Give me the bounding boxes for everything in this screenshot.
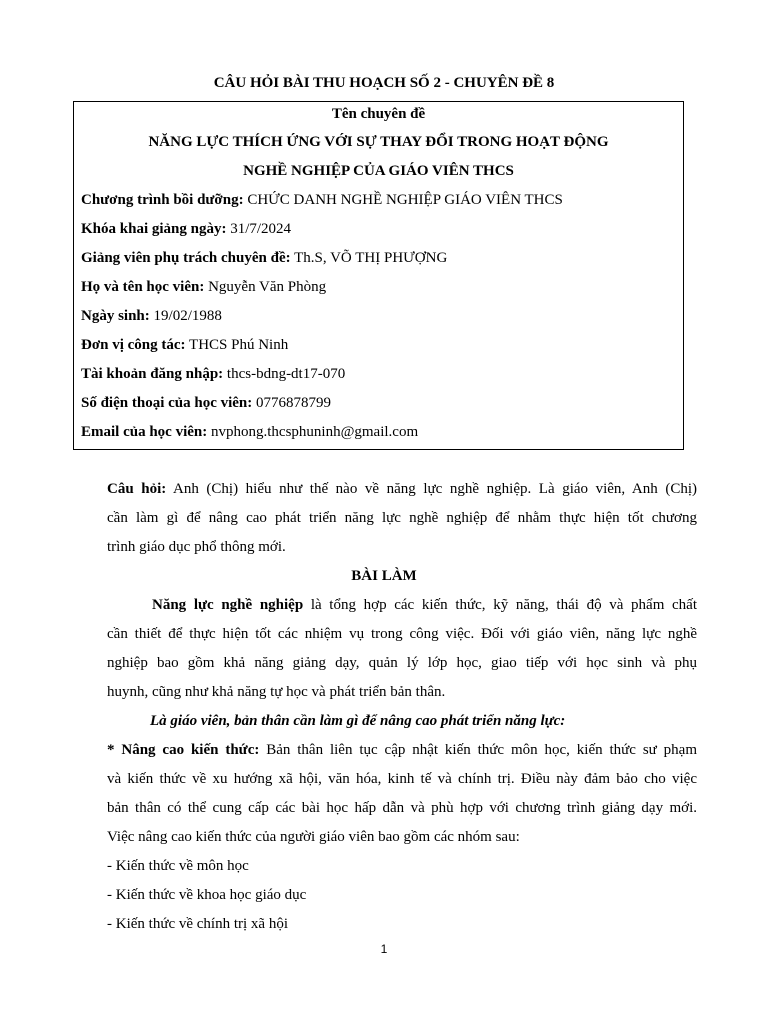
field-label: Tài khoản đăng nhập:: [81, 366, 224, 382]
para2-bold: * Nâng cao kiến thức:: [107, 742, 260, 758]
field-account: [81, 363, 345, 385]
para2-line-2: và kiến thức về xu hướng xã hội, văn hóa, kinh tế và chính trị. Điều này đảm bảo cho việc: [107, 771, 697, 787]
para2-line-1: [107, 739, 697, 761]
field-label: Khóa khai giảng ngày:: [81, 221, 227, 237]
field-lecturer: [81, 247, 447, 269]
list-item: - Kiến thức về môn học: [107, 858, 249, 874]
topic-heading: Tên chuyên đề: [331, 106, 426, 122]
field-workplace: [81, 334, 288, 356]
topic-line-2: NGHỀ NGHIỆP CỦA GIÁO VIÊN THCS: [243, 163, 514, 179]
list-item: - Kiến thức về chính trị xã hội: [107, 916, 288, 932]
field-label: Chương trình bồi dưỡng:: [81, 192, 244, 208]
list-item: - Kiến thức về khoa học giáo dục: [107, 887, 307, 903]
para2-line-3: bản thân có thể cung cấp các bài học hấp dẫn và phù hợp với chương trình giảng dạy mới.: [107, 800, 697, 816]
page-number: 1: [380, 942, 388, 956]
field-label: Ngày sinh:: [81, 308, 150, 324]
subheading: Là giáo viên, bản thân cần làm gì để nâng cao phát triển năng lực:: [150, 713, 566, 729]
field-program: [81, 189, 563, 211]
field-label: Email của học viên:: [81, 424, 208, 440]
field-value: Th.S, VÕ THỊ PHƯỢNG: [290, 250, 448, 266]
field-value: 31/7/2024: [226, 221, 292, 237]
field-email: [81, 421, 418, 443]
para1-line-1: [152, 594, 697, 616]
document-title: CÂU HỎI BÀI THU HOẠCH SỐ 2 - CHUYÊN ĐỀ 8: [213, 75, 555, 91]
field-label: Giảng viên phụ trách chuyên đề:: [81, 250, 291, 266]
field-value: CHỨC DANH NGHỀ NGHIỆP GIÁO VIÊN THCS: [243, 192, 563, 208]
para1-bold: Năng lực nghề nghiệp: [152, 597, 304, 613]
field-birthdate: [81, 305, 222, 327]
para1-line-2: cần thiết để thực hiện tốt các nhiệm vụ trong công việc. Đối với giáo viên, năng lực nghề: [107, 626, 697, 642]
field-label: Số điện thoại của học viên:: [81, 395, 253, 411]
para1-line-3: nghiệp bao gồm khả năng giảng dạy, quản lý lớp học, giao tiếp với học sinh và phụ: [107, 655, 697, 671]
question-line-1: [107, 478, 697, 500]
para2-text: Bản thân liên tục cập nhật kiến thức môn học, kiến thức sư phạm: [259, 742, 697, 758]
field-value: THCS Phú Ninh: [185, 337, 289, 353]
field-value: Nguyễn Văn Phòng: [204, 279, 327, 295]
field-phone: [81, 392, 331, 414]
info-box: [73, 101, 684, 450]
question-label: Câu hỏi:: [107, 481, 167, 497]
field-value: 19/02/1988: [149, 308, 222, 324]
topic-line-1: NĂNG LỰC THÍCH ỨNG VỚI SỰ THAY ĐỔI TRONG HOẠT ĐỘNG: [148, 134, 609, 150]
answer-heading: BÀI LÀM: [351, 568, 417, 584]
para1-line-4: huynh, cũng như khả năng tự học và phát triển bản thân.: [107, 684, 446, 700]
field-label: Đơn vị công tác:: [81, 337, 186, 353]
field-student-name: [81, 276, 326, 298]
field-value: thcs-bdng-dt17-070: [223, 366, 346, 382]
para1-text: là tổng hợp các kiến thức, kỹ năng, thái độ và phẩm chất: [303, 597, 697, 613]
question-text: Anh (Chị) hiểu như thế nào về năng lực nghề nghiệp. Là giáo viên, Anh (Chị): [166, 481, 697, 497]
question-line-3: trình giáo dục phổ thông mới.: [107, 539, 286, 555]
field-value: nvphong.thcsphuninh@gmail.com: [207, 424, 419, 440]
field-label: Họ và tên học viên:: [81, 279, 205, 295]
para2-line-4: Việc nâng cao kiến thức của người giáo viên bao gồm các nhóm sau:: [107, 829, 520, 845]
field-value: 0776878799: [252, 395, 332, 411]
field-start-date: [81, 218, 291, 240]
question-line-2: cần làm gì để nâng cao phát triển năng lực nghề nghiệp để nhằm thực hiện tốt chương: [107, 510, 697, 526]
